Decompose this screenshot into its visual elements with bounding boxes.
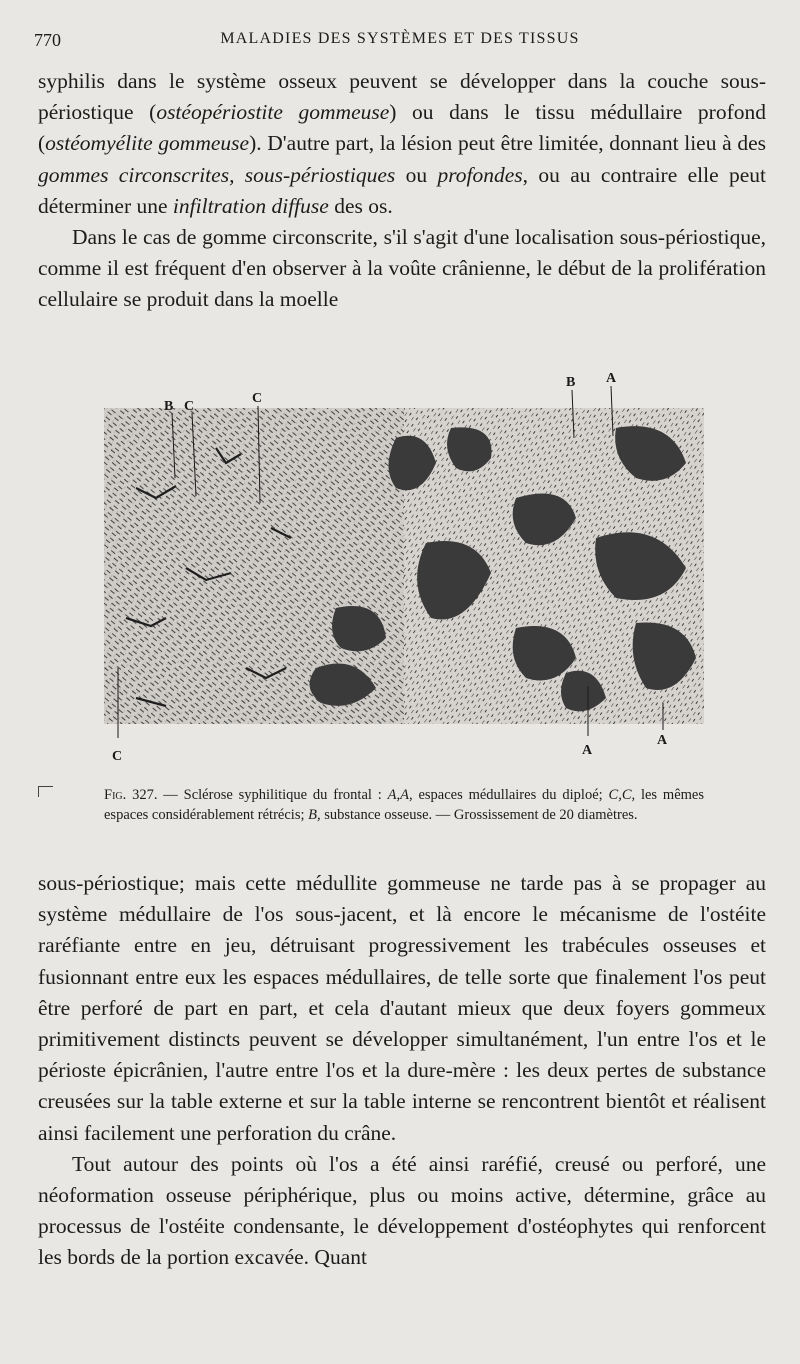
paragraph xyxy=(38,66,766,222)
page-header xyxy=(34,30,766,54)
text-run: substance osseuse. — Grossissement de 20 diamètres. xyxy=(320,806,638,823)
label-a-top-right: A xyxy=(606,371,617,386)
text-run: syphilis dans le système osseux peuvent se développer dans la couche sous-périostique ( xyxy=(38,69,766,125)
running-head: MALADIES DES SYSTÈMES ET DES TISSUS xyxy=(220,30,580,47)
figure-327 xyxy=(96,368,716,768)
bone-section-illustration xyxy=(96,368,716,768)
italic-term: C,C, xyxy=(608,787,636,803)
text-run: , ou au contraire elle peut déterminer une xyxy=(38,162,766,218)
text-run: ou xyxy=(395,162,438,187)
italic-term: gommes circonscrites, sous-périostiques xyxy=(38,162,396,187)
label-b-left: B xyxy=(164,399,174,414)
body-text-top xyxy=(38,66,766,316)
page-number: 770 xyxy=(34,30,61,50)
italic-term: profondes xyxy=(437,162,523,187)
text-run: les mêmes espaces considérablement rétrécis; xyxy=(104,787,704,823)
label-b-right: B xyxy=(566,375,576,390)
body-text-bottom xyxy=(38,868,766,1274)
label-a-bottom-right: A xyxy=(657,733,668,748)
paragraph: Tout autour des points où l'os a été ainsi raréfié, creusé ou perforé, une néoformation osseuse périphérique, plus ou moins active, détermine, grâce au processus de l'ostéite condensante, le développement d'ostéophytes qui renforcent les bords de la portion excavée. Quant xyxy=(38,1151,766,1270)
crop-mark xyxy=(38,786,53,797)
italic-term: infiltration diffuse xyxy=(172,193,329,218)
figure-number: Fig. 327. xyxy=(104,787,158,803)
italic-term: B, xyxy=(308,806,321,823)
label-c-left: C xyxy=(184,399,195,414)
paragraph: sous-périostique; mais cette médullite gommeuse ne tarde pas à se propager au système médullaire de l'os sous-jacent, et là encore le mécanisme de l'ostéite raréfiante entre en jeu, détruisant progressivement les trabécules osseuses et fusionnant entre eux les espaces médullaires, de telle sorte que finalement l'os peut être perforé de part en part, et cela d'autant mieux que deux foyers gommeux primitivement distincts peuvent se développer simultanément, l'un entre l'os et le périoste épicrânien, l'autre entre l'os et la dure-mère : les deux pertes de substance creusées sur la table externe et sur la table interne se rencontrent bientôt et réalisent ainsi facilement une perforation du crâne. xyxy=(38,871,766,1145)
text-run: ) ou dans le tissu médullaire profond ( xyxy=(38,100,766,156)
text-run: espaces médullaires du diploé; xyxy=(412,787,609,803)
paragraph: Dans le cas de gomme circonscrite, s'il s'agit d'une localisation sous-périostique, comme il est fréquent d'en observer à la voûte crânienne, le début de la prolifération cellulaire se produit dans la moelle xyxy=(38,225,766,312)
italic-term: A,A, xyxy=(387,787,413,803)
italic-term: ostéomyélite gommeuse xyxy=(45,131,250,156)
label-a-bottom-mid: A xyxy=(582,743,593,758)
text-run: ). D'autre part, la lésion peut être limitée, donnant lieu à des xyxy=(249,131,766,156)
figure-caption xyxy=(104,786,704,825)
label-c-bottom: C xyxy=(112,749,123,764)
text-run: des os. xyxy=(328,193,393,218)
italic-term: ostéopériostite gommeuse xyxy=(156,100,390,125)
label-c-mid: C xyxy=(252,391,263,406)
text-run: — Sclérose syphilitique du frontal : xyxy=(157,787,388,803)
